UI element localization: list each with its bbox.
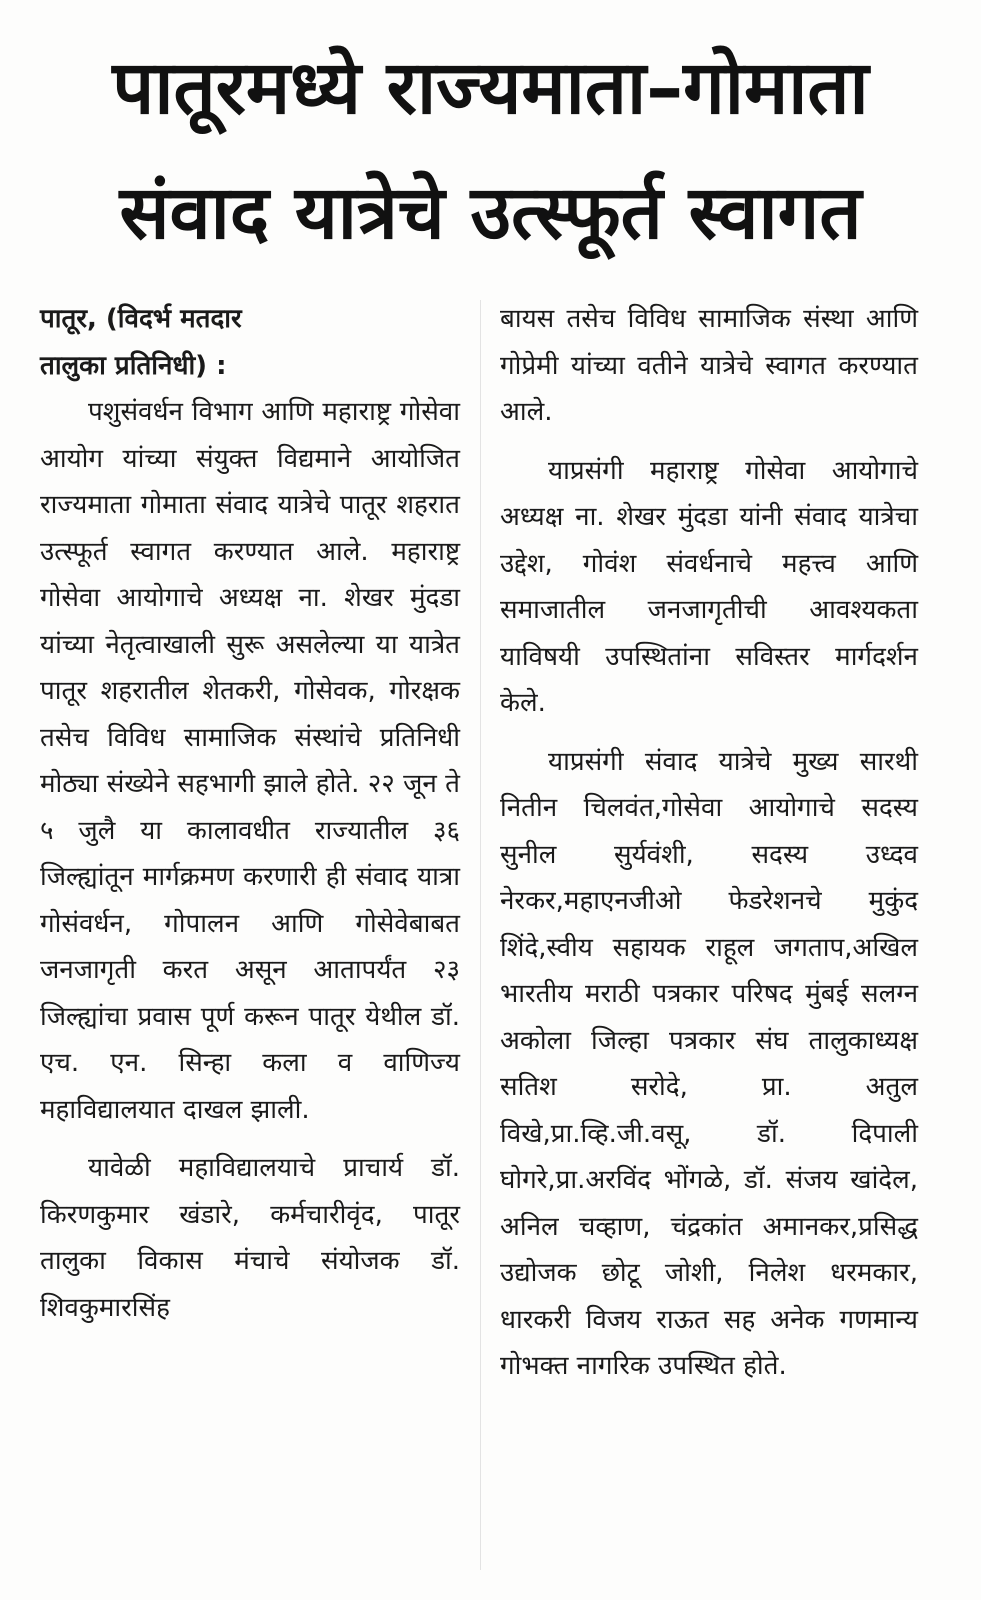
article-paragraph: बायस तसेच विविध सामाजिक संस्था आणि गोप्रेमी यांच्या वतीने यात्रेचे स्वागत करण्यात आले.	[500, 304, 918, 427]
dateline-line-1: पातूर, (विदर्भ मतदार	[40, 304, 242, 334]
article-paragraph: याप्रसंगी महाराष्ट्र गोसेवा आयोगाचे अध्यक्ष ना. शेखर मुंदडा यांनी संवाद यात्रेचा उद्देश, गोवंश संवर्धनाचे महत्त्व आणि समाजातील जनजागृतीची आवश्यकता याविषयी उपस्थितांना सविस्तर मार्गदर्शन केले.	[500, 455, 918, 718]
article-left-column	[40, 296, 460, 1331]
article-paragraph: याप्रसंगी संवाद यात्रेचे मुख्य सारथी नितीन चिलवंत,गोसेवा आयोगाचे सदस्य सुनील सुर्यवंशी, सदस्य उध्दव नेरकर,महाएनजीओ फेडरेशनचे मुकुंद शिंदे,स्वीय सहायक राहूल जगताप,अखिल भारतीय मराठी पत्रकार परिषद मुंबई सलग्न अकोला जिल्हा पत्रकार संघ तालुकाध्यक्ष सतिश सरोदे, प्रा. अतुल विखे,प्रा.व्हि.जी.वसू, डॉ. दिपाली घोगरे,प्रा.अरविंद भोंगळे, डॉ. संजय खांदेल, अनिल चव्हाण, चंद्रकांत अमानकर,प्रसिद्ध उद्योजक छोटू जोशी, निलेश धरमकार, धारकरी विजय राऊत सह अनेक गणमान्य गोभक्त नागरिक उपस्थित होते.	[500, 746, 918, 1381]
column-divider	[480, 300, 481, 1570]
dateline-line-2: तालुका प्रतिनिधी) :	[40, 350, 227, 381]
article-paragraph: यावेळी महाविद्यालयाचे प्राचार्य डॉ. किरणकुमार खंडारे, कर्मचारीवृंद, पातूर तालुका विकास मंचाचे संयोजक डॉ. शिवकुमारसिंह	[40, 1153, 460, 1323]
article-paragraph: पशुसंवर्धन विभाग आणि महाराष्ट्र गोसेवा आयोग यांच्या संयुक्त विद्यमाने आयोजित राज्यमाता गोमाता संवाद यात्रेचे पातूर शहरात उत्स्फूर्त स्वागत करण्यात आले. महाराष्ट्र गोसेवा आयोगाचे अध्यक्ष ना. शेखर मुंदडा यांच्या नेतृत्वाखाली सुरू असलेल्या या यात्रेत पातूर शहरातील शेतकरी, गोसेवक, गोरक्षक तसेच विविध सामाजिक संस्थांचे प्रतिनिधी मोठ्या संख्येने सहभागी झाले होते. २२ जून ते ५ जुलै या कालावधीत राज्यातील ३६ जिल्ह्यांतून मार्गक्रमण करणारी ही संवाद यात्रा गोसंवर्धन, गोपालन आणि गोसेवेबाबत जनजागृती करत असून आतापर्यंत २३ जिल्ह्यांचा प्रवास पूर्ण करून पातूर येथील डॉ. एच. एन. सिन्हा कला व वाणिज्य महाविद्यालयात दाखल झाली.	[40, 397, 460, 1125]
headline-line-1: पातूरमध्ये राज्यमाता–गोमाता	[112, 45, 869, 131]
headline-line-2: संवाद यात्रेचे उत्स्फूर्त स्वागत	[119, 170, 862, 256]
article-right-column	[500, 296, 918, 1390]
